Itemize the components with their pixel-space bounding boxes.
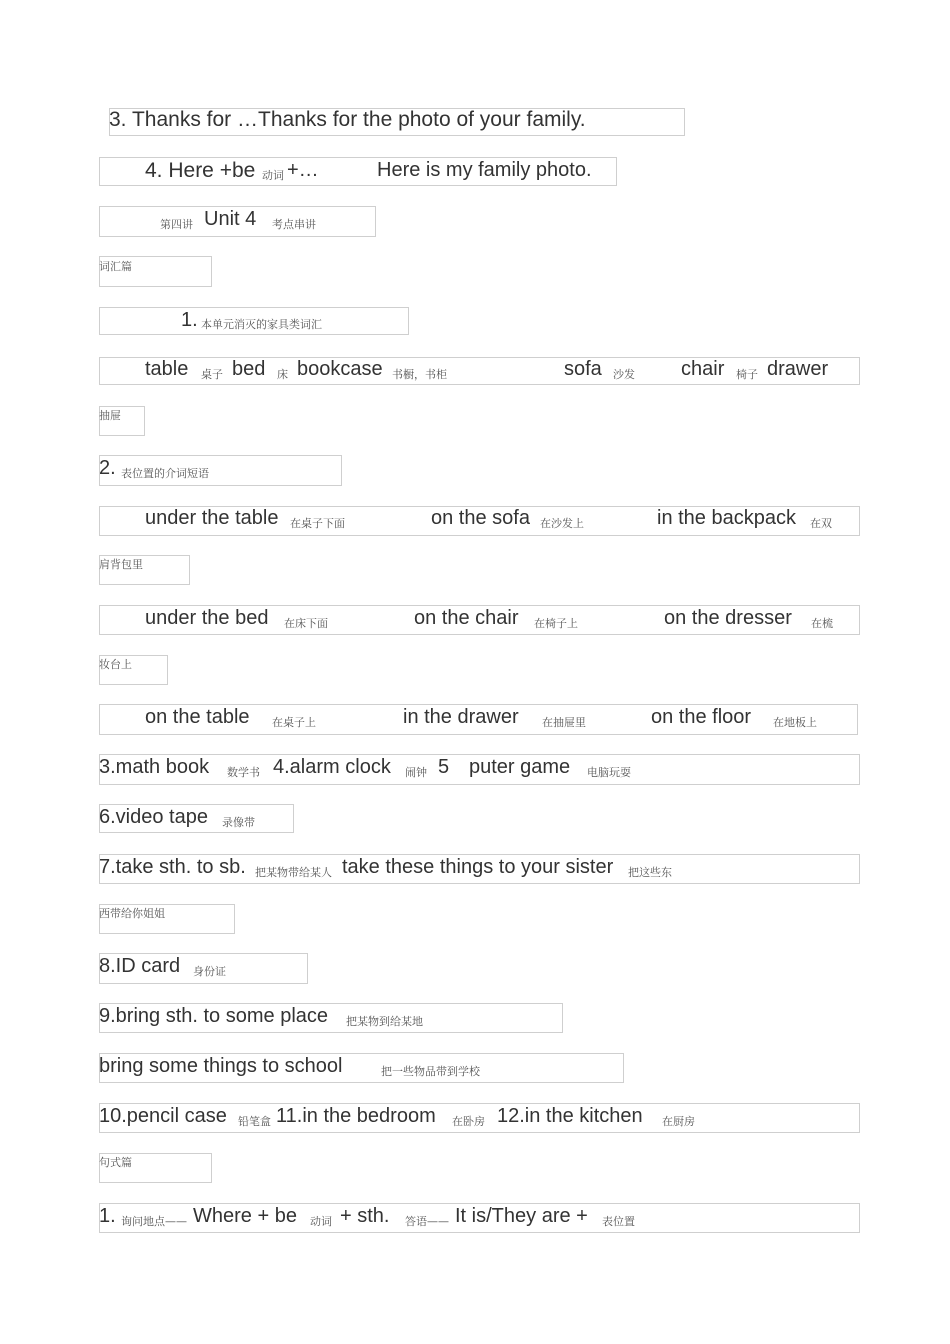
chinese-note: 询问地点—— [121,1215,187,1228]
chinese-note: 身份证 [193,965,226,978]
phrase: It is/They are + [455,1205,588,1227]
phrase: 6.video tape [99,806,208,828]
phrase: bring some things to school [99,1055,343,1077]
chinese-note: 表位置 [602,1215,635,1228]
vocab-word: sofa [564,358,602,380]
phrase: 3.math book [99,756,210,778]
chinese-note: 动词 [310,1215,332,1228]
chinese-note: 在梳 [811,617,833,630]
vocab-word: bookcase [297,358,383,380]
chinese-note: 本单元消灭的家具类词汇 [201,318,322,331]
chinese-note: 沙发 [613,368,635,381]
chinese-note: 书橱，书柜 [392,368,447,381]
phrase: under the bed [145,607,269,629]
vocab-word: drawer [767,358,829,380]
phrase: on the dresser [664,607,792,629]
chinese-note: 肩背包里 [99,558,143,571]
text-line: 3. Thanks for …Thanks for the photo of your family. [109,108,586,131]
chinese-note: 在桌子上 [272,716,316,729]
vocab-word: chair [681,358,725,380]
chinese-note: 在椅子上 [534,617,578,630]
phrase: Where + be [193,1205,297,1227]
chinese-note: 床 [277,368,288,381]
chinese-note: 铅笔盒 [238,1115,271,1128]
chinese-note: 在桌子下面 [290,517,345,530]
chinese-note: 抽屉 [99,409,121,422]
phrase: in the drawer [403,706,519,728]
chinese-note: 在沙发上 [540,517,584,530]
phrase: on the sofa [431,507,530,529]
phrase: on the table [145,706,250,728]
phrase: + sth. [340,1205,390,1227]
text-segment: +… [287,159,319,181]
chinese-note: 在地板上 [773,716,817,729]
vocab-word: table [145,358,189,380]
phrase: 10.pencil case [99,1105,227,1127]
chinese-note: 动词 [262,169,284,182]
chinese-note: 椅子 [736,368,758,381]
chinese-note: 考点串讲 [272,218,316,231]
phrase: 7.take sth. to sb. [99,856,246,878]
chinese-note: 在厨房 [662,1115,695,1128]
phrase: 9.bring sth. to some place [99,1005,329,1027]
chinese-note: 在卧房 [452,1115,485,1128]
chinese-note: 西带给你姐姐 [99,907,165,920]
list-number: 1. [99,1205,116,1227]
chinese-note: 第四讲 [160,218,193,231]
chinese-note: 把这些东 [628,866,672,879]
chinese-note: 把某物带给某人 [255,866,332,879]
phrase: in the backpack [657,507,796,529]
phrase: 8.ID card [99,955,181,977]
phrase: 12.in the kitchen [497,1105,643,1127]
phrase: puter game [469,756,571,778]
chinese-note: 表位置的介词短语 [121,467,209,480]
phrase: under the table [145,507,279,529]
chinese-note: 录像带 [222,816,255,829]
phrase: take these things to your sister [342,856,614,878]
chinese-note: 把一些物品带到学校 [381,1065,480,1078]
phrase: on the chair [414,607,519,629]
chinese-note: 在双 [810,517,832,530]
text-segment: Here is my family photo. [377,159,592,181]
unit-title: Unit 4 [204,208,257,230]
list-number: 2. [99,457,116,479]
section-heading: 句式篇 [99,1156,132,1169]
phrase: on the floor [651,706,752,728]
chinese-note: 把某物到给某地 [346,1015,423,1028]
section-heading: 词汇篇 [99,260,132,273]
chinese-note: 闹钟 [405,766,427,779]
chinese-note: 在抽屉里 [542,716,586,729]
chinese-note: 在床下面 [284,617,328,630]
phrase: 5 [438,756,450,778]
chinese-note: 答语—— [405,1215,449,1228]
phrase: 4.alarm clock [273,756,391,778]
vocab-word: bed [232,358,266,380]
list-number: 1. [181,309,198,331]
text-segment: 4. Here +be [145,159,256,182]
chinese-note: 妆台上 [99,658,132,671]
chinese-note: 数学书 [227,766,260,779]
phrase: 11.in the bedroom [276,1105,436,1127]
chinese-note: 电脑玩耍 [587,766,631,779]
chinese-note: 桌子 [201,368,223,381]
